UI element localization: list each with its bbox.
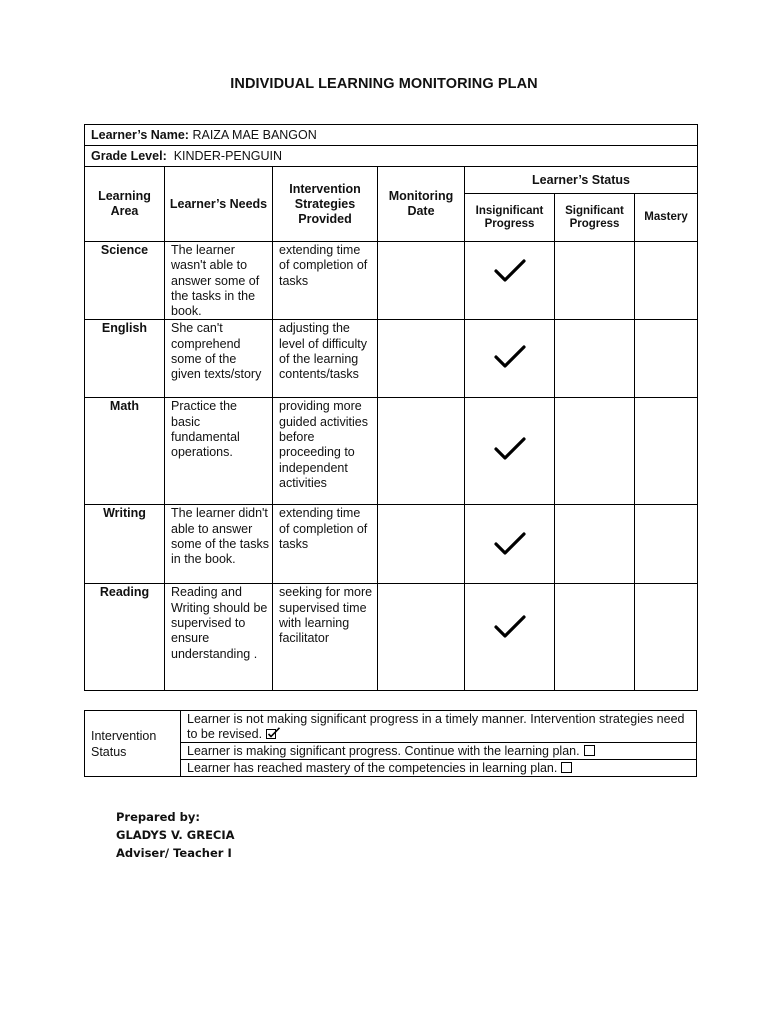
status-option-3-text: Learner has reached mastery of the competencies in learning plan. [187, 760, 558, 775]
header-mastery: Mastery [635, 194, 698, 242]
strategy-cell: seeking for more supervised time with learning facilitator [273, 584, 378, 691]
learning-area-cell: English [85, 320, 165, 398]
header-needs: Learner’s Needs [165, 167, 273, 242]
monitoring-date-cell [378, 398, 465, 505]
prepared-by-label: Prepared by: [116, 810, 200, 824]
header-insignificant-progress: Insignificant Progress [465, 194, 555, 242]
status-insignificant-cell [465, 398, 555, 505]
status-insignificant-cell [465, 242, 555, 320]
intervention-status-label: Intervention Status [85, 711, 181, 777]
learner-needs-cell: Practice the basic fundamental operations. [165, 398, 273, 505]
preparer-position: Adviser/ Teacher I [116, 846, 232, 860]
status-insignificant-cell [465, 505, 555, 584]
status-significant-cell [555, 398, 635, 505]
learner-needs-cell: The learner wasn't able to answer some of the tasks in the book. [165, 242, 273, 320]
table-row [85, 584, 698, 691]
table-row [85, 398, 698, 505]
table-row [85, 242, 698, 320]
strategy-cell: adjusting the level of difficulty of the learning contents/tasks [273, 320, 378, 398]
table-row [85, 505, 698, 584]
learner-name-label: Learner’s Name: [91, 128, 189, 142]
status-mastery-cell [635, 398, 698, 505]
learning-area-cell: Reading [85, 584, 165, 691]
monitoring-date-cell [378, 320, 465, 398]
monitoring-date-cell [378, 242, 465, 320]
table-row [85, 320, 698, 398]
status-option-1-text: Learner is not making significant progress in a timely manner. Intervention strategies need to be revised. [187, 711, 685, 741]
status-mastery-cell [635, 320, 698, 398]
monitoring-date-cell [378, 584, 465, 691]
grade-level-value: KINDER-PENGUIN [173, 149, 283, 163]
checkmark-icon [465, 258, 554, 284]
status-option-3 [181, 760, 697, 777]
header-monitoring-date: Monitoring Date [378, 167, 465, 242]
document-title: INDIVIDUAL LEARNING MONITORING PLAN [230, 76, 538, 92]
status-significant-cell [555, 505, 635, 584]
status-significant-cell [555, 584, 635, 691]
checked-box-icon[interactable] [266, 727, 281, 741]
header-learning-area: Learning Area [85, 167, 165, 242]
status-insignificant-cell [465, 320, 555, 398]
unchecked-box-icon[interactable] [561, 762, 572, 773]
monitoring-table [84, 124, 698, 691]
learner-needs-cell: She can't comprehend some of the given texts/story [165, 320, 273, 398]
header-significant-progress: Significant Progress [555, 194, 635, 242]
learner-name-value: RAIZA MAE BANGON [192, 128, 317, 142]
checkmark-icon [465, 436, 554, 462]
learner-needs-cell: Reading and Writing should be supervised to ensure understanding . [165, 584, 273, 691]
learner-name-row [85, 125, 698, 146]
status-significant-cell [555, 242, 635, 320]
header-strategies: Intervention Strategies Provided [273, 167, 378, 242]
status-mastery-cell [635, 584, 698, 691]
status-option-2-text: Learner is making significant progress. Continue with the learning plan. [187, 743, 580, 758]
intervention-status-table [84, 710, 697, 777]
checkmark-icon [465, 344, 554, 370]
status-mastery-cell [635, 505, 698, 584]
learning-area-cell: Science [85, 242, 165, 320]
learning-area-cell: Writing [85, 505, 165, 584]
learner-needs-cell: The learner didn't able to answer some of the tasks in the book. [165, 505, 273, 584]
grade-level-row [85, 146, 698, 167]
learning-area-cell: Math [85, 398, 165, 505]
status-insignificant-cell [465, 584, 555, 691]
status-option-2 [181, 743, 697, 760]
unchecked-box-icon[interactable] [584, 745, 595, 756]
status-option-1 [181, 711, 697, 743]
monitoring-date-cell [378, 505, 465, 584]
status-mastery-cell [635, 242, 698, 320]
strategy-cell: extending time of completion of tasks [273, 242, 378, 320]
header-learners-status: Learner’s Status [465, 167, 698, 194]
strategy-cell: extending time of completion of tasks [273, 505, 378, 584]
signature-block [116, 808, 235, 862]
checkmark-icon [465, 531, 554, 557]
preparer-name: GLADYS V. GRECIA [116, 828, 235, 842]
checkmark-icon [465, 614, 554, 640]
status-significant-cell [555, 320, 635, 398]
strategy-cell: providing more guided activities before proceeding to independent activities [273, 398, 378, 505]
grade-level-label: Grade Level: [91, 149, 167, 163]
